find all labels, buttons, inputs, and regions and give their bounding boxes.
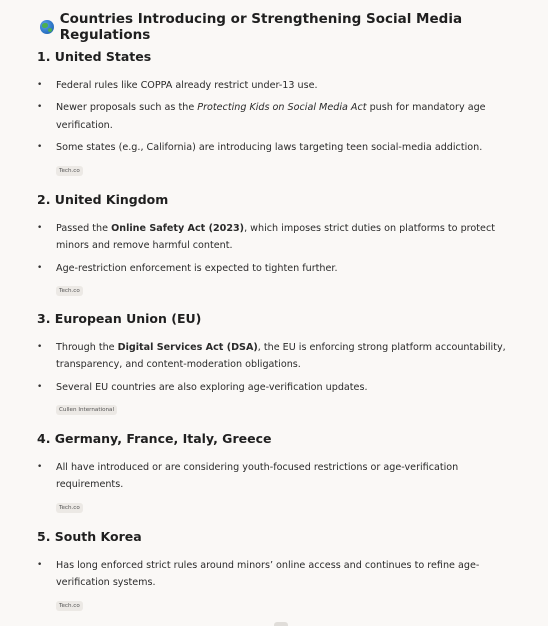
- source-chip[interactable]: Tech.co: [56, 166, 83, 176]
- section-south-korea: [37, 528, 527, 611]
- globe-icon: [40, 20, 54, 34]
- bullet-item: • Several EU countries are also exploring age-verification updates.: [37, 379, 527, 396]
- bullet-item: • Newer proposals such as the Protecting Kids on Social Media Act push for mandatory age verification.: [37, 99, 527, 134]
- bullet-list: [37, 220, 527, 277]
- section-title: 5. South Korea: [37, 529, 142, 544]
- bullet-item: • Federal rules like COPPA already restrict under-13 use.: [37, 77, 527, 94]
- bullet-item: • Passed the Online Safety Act (2023), which imposes strict duties on platforms to protect minors and remove harmful content.: [37, 220, 527, 255]
- section-title: 3. European Union (EU): [37, 311, 202, 326]
- response-title: [40, 11, 548, 43]
- bullet-list: [37, 557, 527, 592]
- section-united-kingdom: [37, 191, 527, 296]
- bullet-list: [37, 459, 527, 494]
- section-title: 2. United Kingdom: [37, 192, 169, 207]
- bullet-item: • Through the Digital Services Act (DSA), the EU is enforcing strong platform accountability, transparency, and content-moderation obligations.: [37, 339, 527, 374]
- section-title: 4. Germany, France, Italy, Greece: [37, 431, 272, 446]
- bullet-list: [37, 339, 527, 396]
- source-chip[interactable]: Tech.co: [56, 286, 83, 296]
- source-chip[interactable]: Tech.co: [56, 601, 83, 611]
- source-chip[interactable]: Cullen International: [56, 405, 117, 415]
- scroll-indicator[interactable]: [274, 622, 288, 626]
- section-title: 1. United States: [37, 49, 152, 64]
- section-european-union: [37, 310, 527, 415]
- section-germany-france-italy-greece: [37, 430, 527, 513]
- bullet-item: • Some states (e.g., California) are introducing laws targeting teen social-media addiction.: [37, 139, 527, 156]
- section-united-states: [37, 48, 527, 176]
- source-chip[interactable]: Tech.co: [56, 503, 83, 513]
- bullet-item: • All have introduced or are considering youth-focused restrictions or age-verification requirements.: [37, 459, 527, 494]
- bullet-item: • Has long enforced strict rules around minors’ online access and continues to refine age-verification systems.: [37, 557, 527, 592]
- response-title-text: Countries Introducing or Strengthening Social Media Regulations: [59, 11, 463, 43]
- bullet-item: • Age-restriction enforcement is expected to tighten further.: [37, 260, 527, 277]
- bullet-list: [37, 77, 527, 157]
